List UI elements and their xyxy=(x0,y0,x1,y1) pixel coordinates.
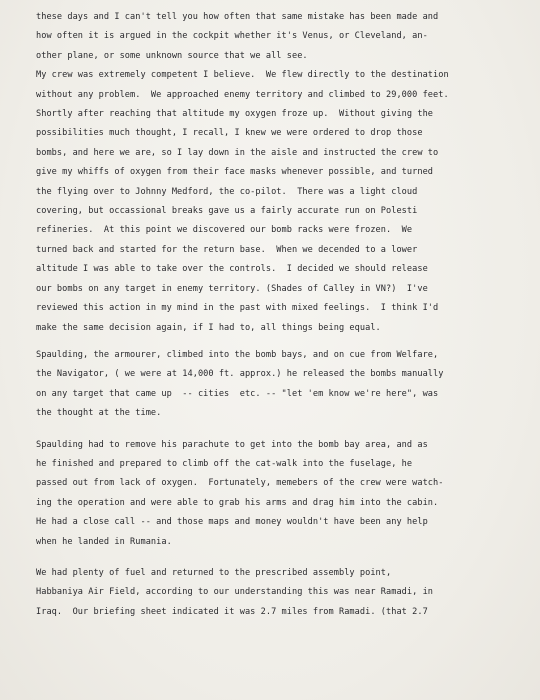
text-line: how often it is argued in the cockpit whether it's Venus, or Cleveland, an- xyxy=(36,31,428,42)
text-line: other plane, or some unknown source that we all see. xyxy=(36,50,308,61)
paragraph-1 xyxy=(36,8,534,66)
text-line: these days and I can't tell you how often that same mistake has been made and xyxy=(36,12,439,22)
paragraph-4 xyxy=(36,436,534,552)
text-line: passed out from lack of oxygen. Fortunately, memebers of the crew were watch- xyxy=(36,478,444,489)
text-line: bombs, and here we are, so I lay down in the aisle and instructed the crew to xyxy=(36,147,439,158)
text-line: reviewed this action in my mind in the past with mixed feelings. I think I'd xyxy=(36,303,439,314)
text-line: My crew was extremely competent I believe. We flew directly to the destination xyxy=(36,70,449,81)
text-line: give my whiffs of oxygen from their face masks whenever possible, and turned xyxy=(36,167,434,178)
paragraph-spacer xyxy=(36,552,534,564)
text-line: the Navigator, ( we were at 14,000 ft. approx.) he released the bombs manually xyxy=(36,369,444,380)
text-line: on any target that came up -- cities etc. -- "let 'em know we're here", was xyxy=(36,388,439,399)
paragraph-spacer xyxy=(36,338,534,346)
text-line: Iraq. Our briefing sheet indicated it was 2.7 miles from Ramadi. (that 2.7 xyxy=(36,606,428,617)
text-line: turned back and started for the return base. When we decended to a lower xyxy=(36,244,418,255)
text-line: He had a close call -- and those maps and money wouldn't have been any help xyxy=(36,517,428,528)
paragraph-3 xyxy=(36,346,534,424)
text-line: Spaulding, the armourer, climbed into the bomb bays, and on cue from Welfare, xyxy=(36,349,439,360)
paragraph-spacer xyxy=(36,424,534,436)
text-line: Shortly after reaching that altitude my oxygen froze up. Without giving the xyxy=(36,109,434,120)
text-line: the flying over to Johnny Medford, the co-pilot. There was a light cloud xyxy=(36,186,418,197)
text-line: when he landed in Rumania. xyxy=(36,536,172,547)
text-line: altitude I was able to take over the controls. I decided we should release xyxy=(36,264,428,275)
text-line: he finished and prepared to climb off the cat-walk into the fuselage, he xyxy=(36,458,413,469)
text-line: refineries. At this point we discovered our bomb racks were frozen. We xyxy=(36,225,413,236)
text-line: covering, but occassional breaks gave us a fairly accurate run on Polesti xyxy=(36,206,418,217)
text-line: We had plenty of fuel and returned to the prescribed assembly point, xyxy=(36,567,392,578)
text-line: our bombs on any target in enemy territory. (Shades of Calley in VN?) I've xyxy=(36,283,428,294)
text-line: without any problem. We approached enemy territory and climbed to 29,000 feet. xyxy=(36,89,449,100)
paragraph-5 xyxy=(36,564,534,622)
text-line: Habbaniya Air Field, according to our understanding this was near Ramadi, in xyxy=(36,587,434,598)
text-line: ing the operation and were able to grab his arms and drag him into the cabin. xyxy=(36,497,439,508)
paragraph-2 xyxy=(36,66,534,338)
text-line: the thought at the time. xyxy=(36,408,162,419)
text-line: Spaulding had to remove his parachute to get into the bomb bay area, and as xyxy=(36,439,428,450)
typed-letter-body xyxy=(36,8,534,622)
text-line: possibilities much thought, I recall, I knew we were ordered to drop those xyxy=(36,128,423,139)
text-line: make the same decision again, if I had to, all things being equal. xyxy=(36,322,381,333)
